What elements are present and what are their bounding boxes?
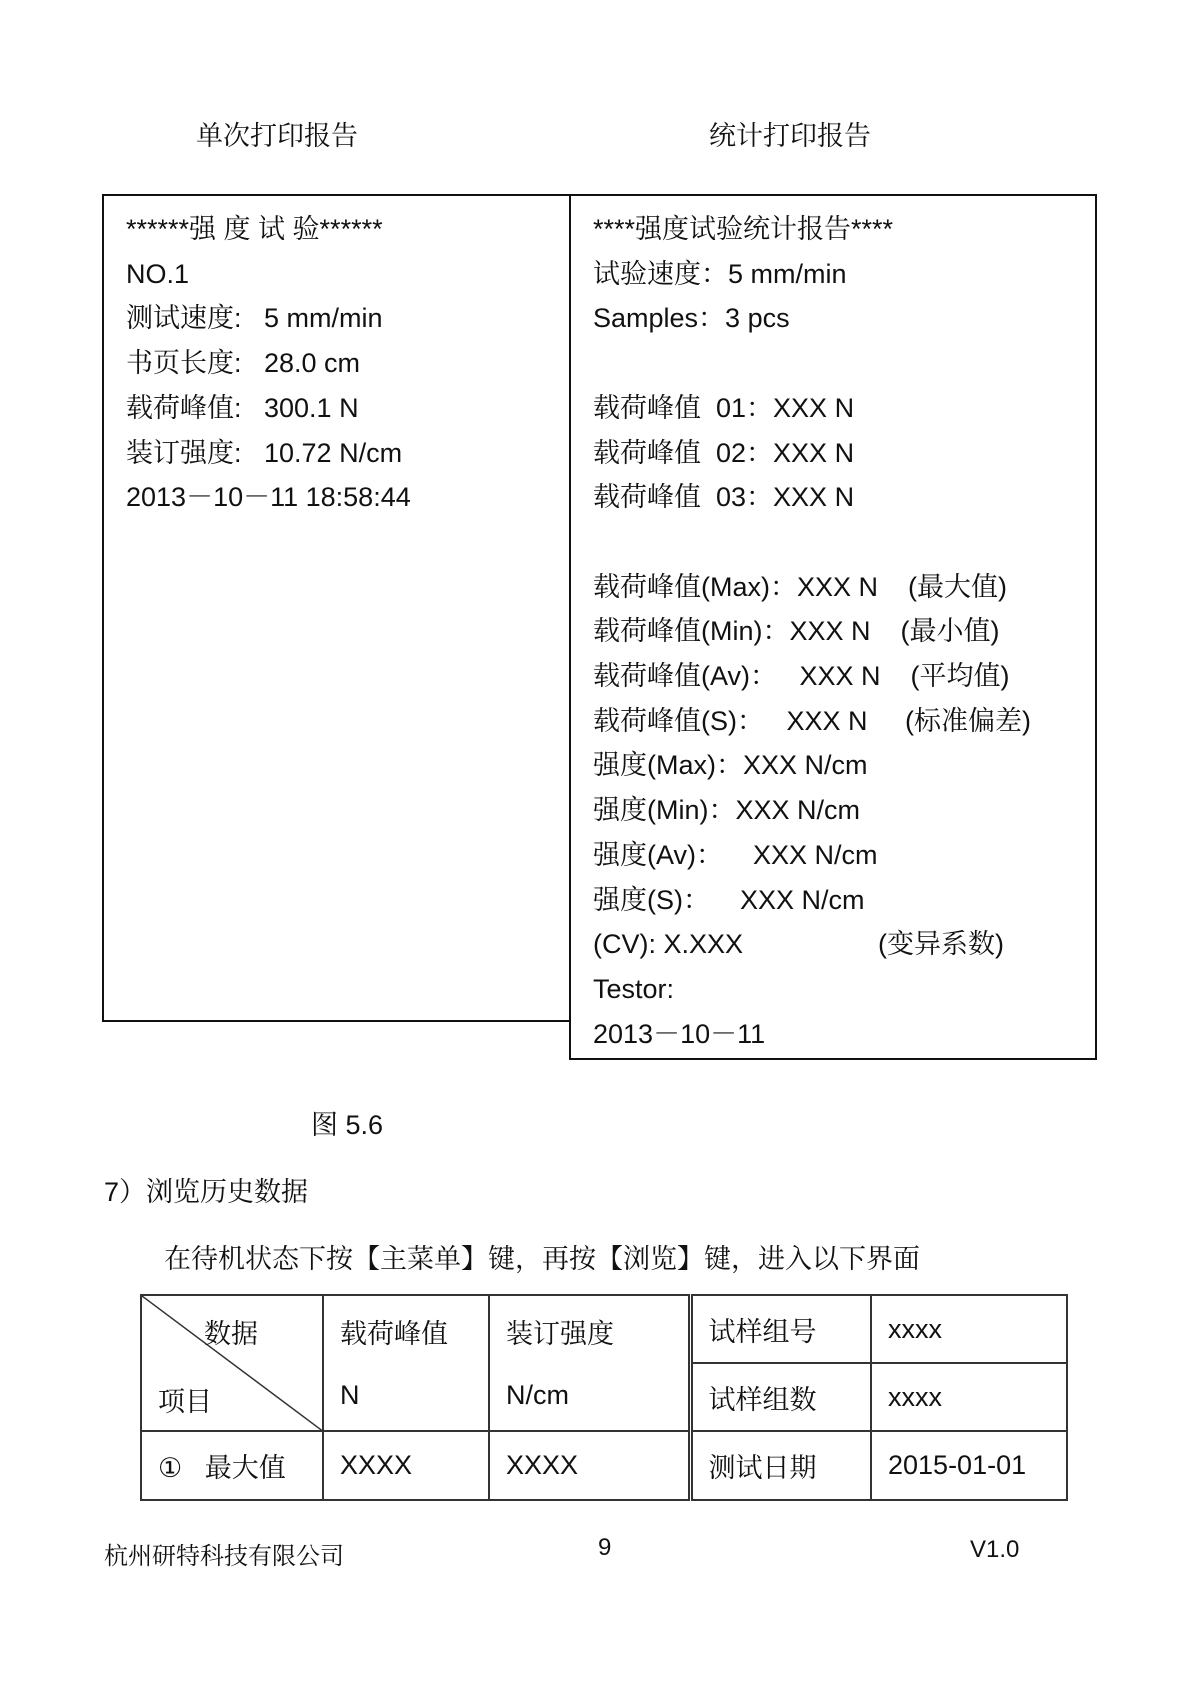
report-line: ******强 度 试 验****** — [126, 214, 383, 244]
history-data-table — [140, 1294, 1068, 1501]
report-line: Samples：3 pcs — [593, 303, 790, 334]
side-label: 测试日期 — [690, 1431, 871, 1500]
col1-header-cell — [323, 1295, 489, 1431]
footer-company: 杭州研特科技有限公司 — [104, 1543, 344, 1570]
corner-header-cell — [141, 1295, 323, 1431]
row-col1-value: XXXX — [323, 1431, 489, 1500]
single-report-heading: 单次打印报告 — [196, 121, 358, 151]
figure-caption: 图 5.6 — [311, 1110, 384, 1140]
col2-unit: N/cm — [506, 1380, 569, 1410]
col1-unit: N — [340, 1380, 360, 1410]
report-line: 装订强度: 10.72 N/cm — [126, 437, 403, 468]
report-line: 载荷峰值 01：XXX N — [593, 392, 855, 423]
stats-report-heading: 统计打印报告 — [709, 121, 871, 151]
side-value: 2015-01-01 — [871, 1431, 1067, 1500]
report-line: 强度(Av)： XXX N/cm — [593, 839, 878, 870]
report-line: 强度(Max)：XXX N/cm — [593, 750, 868, 781]
side-label: 试样组数 — [690, 1363, 871, 1431]
report-line: 载荷峰值(Min)：XXX N (最小值) — [593, 616, 1000, 647]
report-line: 载荷峰值 03：XXX N — [593, 482, 855, 513]
side-value: xxxx — [871, 1295, 1067, 1363]
stats-report-box — [569, 194, 1097, 1060]
footer-version: V1.0 — [970, 1536, 1020, 1563]
report-line: 2013－10－11 18:58:44 — [126, 482, 411, 513]
corner-top-label: 数据 — [204, 1319, 258, 1349]
side-value: xxxx — [871, 1363, 1067, 1431]
report-line: 测试速度: 5 mm/min — [126, 303, 383, 334]
corner-bottom-label: 项目 — [158, 1387, 212, 1417]
section-title: 7）浏览历史数据 — [104, 1177, 309, 1207]
footer-page-number: 9 — [598, 1534, 612, 1561]
report-line: 书页长度: 28.0 cm — [126, 348, 361, 379]
side-label: 试样组号 — [690, 1295, 871, 1363]
table-row — [141, 1431, 1067, 1500]
report-line: 强度(Min)：XXX N/cm — [593, 795, 861, 826]
report-line: 试验速度：5 mm/min — [593, 258, 847, 289]
row-col2-value: XXXX — [489, 1431, 690, 1500]
report-line: NO.1 — [126, 258, 190, 289]
report-line: Testor: — [593, 973, 675, 1004]
report-line: 强度(S)： XXX N/cm — [593, 884, 865, 915]
report-line: ****强度试验统计报告**** — [593, 214, 894, 244]
row-label: ① 最大值 — [141, 1431, 323, 1500]
col1-header: 载荷峰值 — [340, 1319, 448, 1349]
report-line: 2013－10－11 — [593, 1018, 766, 1049]
report-line: 载荷峰值(S)： XXX N (标准偏差) — [593, 705, 1032, 736]
single-report-box — [102, 194, 571, 1022]
report-line: 载荷峰值: 300.1 N — [126, 392, 359, 423]
report-line: 载荷峰值(Av)： XXX N (平均值) — [593, 661, 1010, 691]
col2-header-cell — [489, 1295, 690, 1431]
report-line: (CV): X.XXX (变异系数) — [593, 929, 1005, 960]
col2-header: 装订强度 — [506, 1319, 614, 1349]
report-line: 载荷峰值(Max)：XXX N (最大值) — [593, 571, 1008, 602]
report-line: 载荷峰值 02：XXX N — [593, 437, 855, 468]
instruction-paragraph: 在待机状态下按【主菜单】键，再按【浏览】键，进入以下界面 — [164, 1244, 920, 1274]
